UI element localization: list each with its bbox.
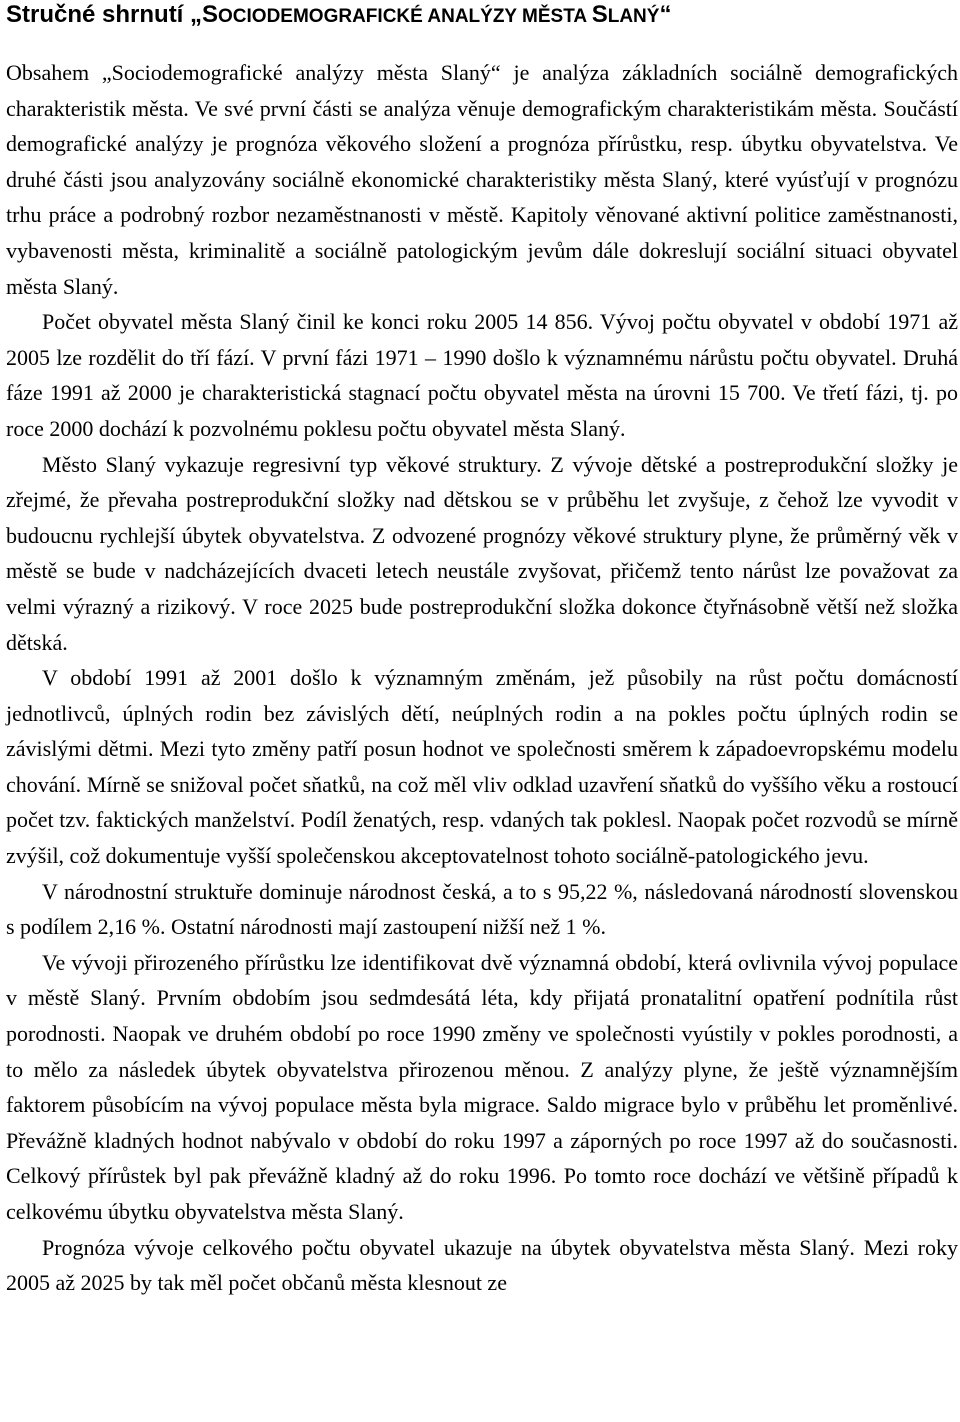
title-smallcaps-1: OCIODEMOGRAFICKÉ ANALÝZY MĚSTA (218, 6, 592, 27)
document-page (6, 0, 958, 1301)
paragraph-natural-increase: Ve vývoji přirozeného přírůstku lze identifikovat dvě významná období, která ovlivnila vývoj populace v městě Slaný. Prvním obdobím jsou sedmdesátá léta, kdy přijatá pronatalitní opatření podnítila růst porodnosti. Naopak ve druhém období po roce 1990 změny ve společnosti vyústily v pokles porodnosti, a to mělo za následek úbytek obyvatelstva přirozenou měnou. Z analýzy plyne, že ještě významnějším faktorem působícím na vývoj populace města byla migrace. Saldo migrace bylo v průběhu let proměnlivé. Převážně kladných hodnot nabývalo v období do roku 1997 a záporných po roce 1997 až do současnosti. Celkový přírůstek byl pak převážně kladný až do roku 1996. Po tomto roce dochází ve většině případů k celkovému úbytku obyvatelstva města Slaný. (6, 949, 958, 1224)
paragraph-population: Počet obyvatel města Slaný činil ke konci roku 2005 14 856. Vývoj počtu obyvatel v období 1971 až 2005 lze rozdělit do tří fází. V první fázi 1971 – 1990 došlo k významnému nárůstu počtu obyvatel. Druhá fáze 1991 až 2000 je charakteristická stagnací počtu obyvatel města na úrovni 15 700. Ve třetí fázi, tj. po roce 2000 dochází k pozvolnému poklesu počtu obyvatel města Slaný. (6, 309, 958, 441)
paragraph-forecast: Prognóza vývoje celkového počtu obyvatel ukazuje na úbytek obyvatelstva města Slaný. Mezi roky 2005 až 2025 by tak měl počet občanů města klesnout ze (6, 1234, 958, 1296)
title-prefix: Stručné shrnutí „S (6, 1, 219, 28)
paragraph-nationality: V národnostní struktuře dominuje národnost česká, a to s 95,22 %, následovaná národností slovenskou s podílem 2,16 %. Ostatní národnosti mají zastoupení nižší než 1 %. (6, 878, 958, 940)
title-mid: S (591, 1, 608, 28)
title-suffix: “ (659, 1, 672, 28)
paragraph-households: V období 1991 až 2001 došlo k významným změnám, jež působily na růst počtu domácností jednotlivců, úplných rodin bez závislých dětí, neúplných rodin a na pokles počtu úplných rodin se závislými dětmi. Mezi tyto změny patří posun hodnot ve společnosti směrem k západoevropskému modelu chování. Mírně se snižoval počet sňatků, na což měl vliv odklad uzavření sňatků do vyššího věku a rostoucí počet tzv. faktických manželství. Podíl ženatých, resp. vdaných tak poklesl. Naopak počet rozvodů se mírně zvýšil, což dokumentuje vyšší společenskou akceptovatelnost tohoto sociálně-patologického jevu. (6, 665, 958, 869)
title-smallcaps-2: LANÝ (607, 6, 660, 27)
paragraph-intro: Obsahem „Sociodemografické analýzy města Slaný“ je analýza základních sociálně demografických charakteristik města. Ve své první části se analýza věnuje demografickým charakteristikám města. Součástí demografické analýzy je prognóza věkového složení a prognóza přírůstku, resp. úbytku obyvatelstva. Ve druhé části jsou analyzovány sociálně ekonomické charakteristiky města Slaný, které vyúsťují v prognózu trhu práce a podrobný rozbor nezaměstnanosti v městě. Kapitoly věnované aktivní politice zaměstnanosti, vybavenosti města, kriminalitě a sociálně patologickým jevům dále dokreslují sociální situaci obyvatel města Slaný. (6, 60, 958, 299)
document-title (6, 0, 958, 34)
paragraph-age-structure: Město Slaný vykazuje regresivní typ věkové struktury. Z vývoje dětské a postreprodukční složky je zřejmé, že převaha postreprodukční složky nad dětskou se v průběhu let zvyšuje, z čehož lze vyvodit v budoucnu rychlejší úbytek obyvatelstva. Z odvozené prognózy věkové struktury plyne, že průměrný věk v městě se bude v nadcházejících dvaceti letech neustále zvyšovat, přičemž tento nárůst lze považovat za velmi výrazný a rizikový. V roce 2025 bude postreprodukční složka dokonce čtyřnásobně větší než složka dětská. (6, 451, 958, 655)
